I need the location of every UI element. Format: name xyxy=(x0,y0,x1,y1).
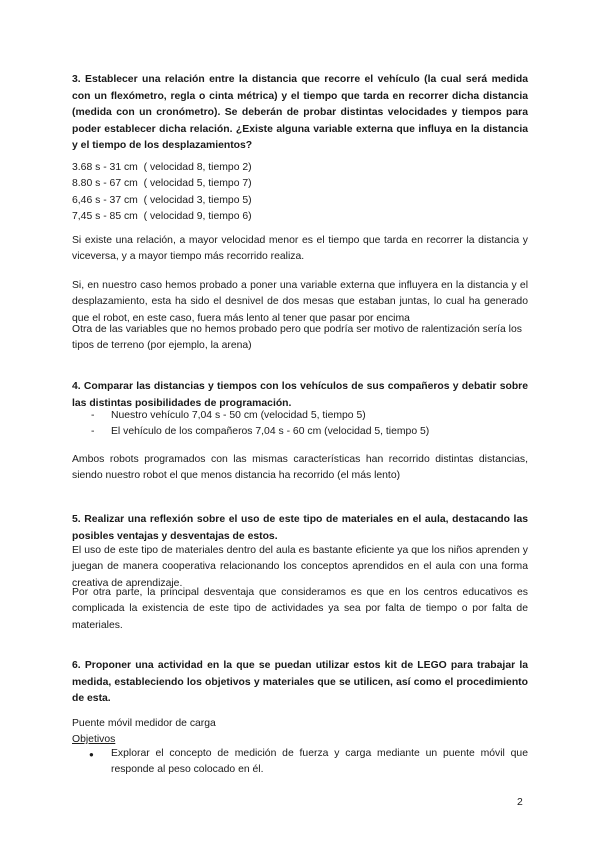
terrain-paragraph: Otra de las variables que no hemos probado pero que podría ser motivo de ralentización sería los tipos de terreno (por ejemplo, la arena) xyxy=(72,324,522,352)
disadvantages-paragraph: Por otra parte, la principal desventaja que consideramos es que en los centros educativos es complicada la existencia de este tipo de actividades ya sea por falta de tiempo o por falta de materiales. xyxy=(72,587,528,631)
objectives-label: Objetivos xyxy=(72,734,116,745)
question-5-heading: 5. Realizar una reflexión sobre el uso de este tipo de materiales en el aula, destacando las posibles ventajas y desventajas de estos. xyxy=(72,514,528,542)
result-line: 7,45 s - 85 cm ( velocidad 9, tiempo 6) xyxy=(72,211,252,223)
results-list xyxy=(72,160,528,226)
list-item: - El vehículo de los compañeros 7,04 s - 60 cm (velocidad 5, tiempo 5) xyxy=(72,424,528,440)
objectives-list xyxy=(72,746,528,779)
comparison-list xyxy=(72,408,528,440)
relation-paragraph: Si existe una relación, a mayor velocidad menor es el tiempo que tarda en recorrer la distancia y viceversa, y a mayor tiempo más recorrido realiza. xyxy=(72,235,528,263)
list-item: - Nuestro vehículo 7,04 s - 50 cm (velocidad 5, tiempo 5) xyxy=(72,408,528,424)
question-4-heading: 4. Comparar las distancias y tiempos con los vehículos de sus compañeros y debatir sobre las distintas posibilidades de programación. xyxy=(72,381,528,409)
question-6-heading: 6. Proponer una actividad en la que se puedan utilizar estos kit de LEGO para trabajar la medida, estableciendo los objetivos y materiales que se utilicen, así como el procedimiento de esta. xyxy=(72,660,528,705)
list-item: ● Explorar el concepto de medición de fuerza y carga mediante un puente móvil que responde al peso colocado en él. xyxy=(72,746,528,779)
result-line: 6,46 s - 37 cm ( velocidad 3, tiempo 5) xyxy=(72,194,252,206)
activity-title: Puente móvil medidor de carga xyxy=(72,718,216,729)
question-3-heading: 3. Establecer una relación entre la distancia que recorre el vehículo (la cual será medida con un flexómetro, regla o cinta métrica) y el tiempo que tarda en recorrer dicha distancia (medida con un cronómetro). Se deberán de probar distintas velocidades y tiempos para poder establecer dicha relación. ¿Existe alguna variable externa que influya en la distancia y el tiempo de los desplazamientos? xyxy=(72,74,528,152)
result-line: 8.80 s - 67 cm ( velocidad 5, tiempo 7) xyxy=(72,178,252,190)
page-number: 2 xyxy=(517,797,523,808)
external-variable-paragraph: Si, en nuestro caso hemos probado a poner una variable externa que influyera en la distancia y el desplazamiento, esta ha sido el desnivel de dos mesas que estaban juntas, lo cual ha generado que el robot, en este caso, fuera más lento al tener que pasar por encima xyxy=(72,280,528,324)
advantages-paragraph: El uso de este tipo de materiales dentro del aula es bastante eficiente ya que los niños aprenden y juegan de manera cooperativa relacionando los conceptos aprendidos en el aula con una forma creativa de aprendizaje. xyxy=(72,545,528,589)
comparison-paragraph: Ambos robots programados con las mismas características han recorrido distintas distancias, siendo nuestro robot el que menos distancia ha recorrido (el más lento) xyxy=(72,454,528,482)
result-line: 3.68 s - 31 cm ( velocidad 8, tiempo 2) xyxy=(72,162,252,173)
